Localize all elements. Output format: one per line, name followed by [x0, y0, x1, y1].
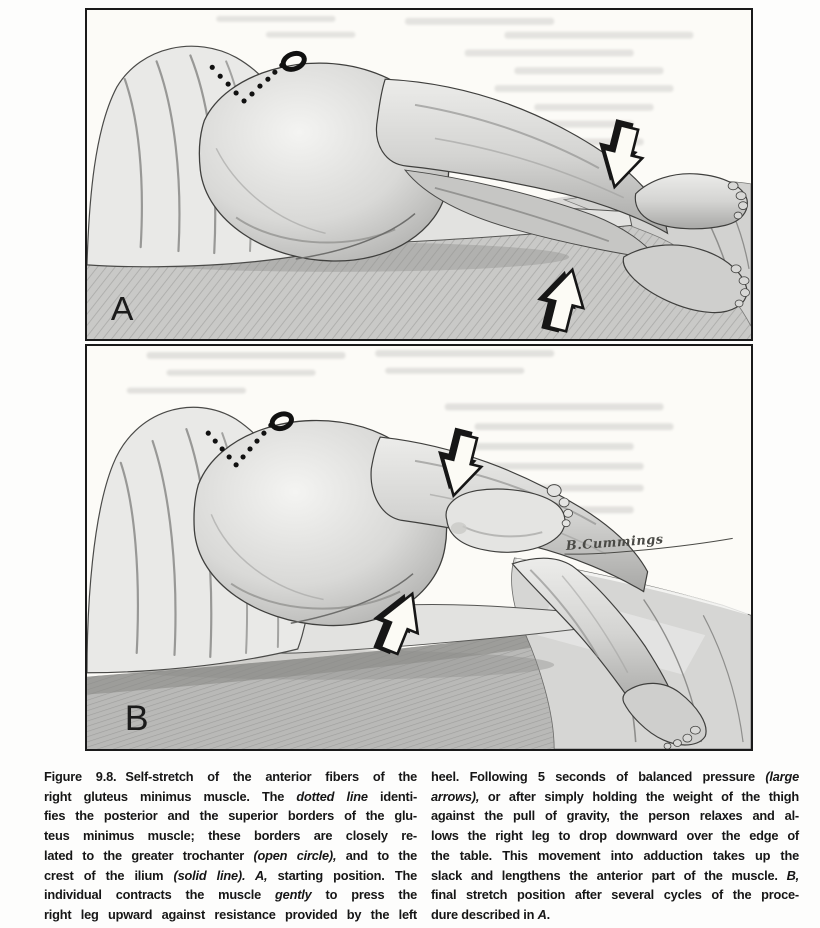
caption-text-segment: and to the: [336, 847, 418, 863]
caption-line: [431, 885, 799, 905]
figure-caption: [44, 767, 799, 925]
caption-text-segment: B,: [786, 867, 799, 883]
caption-line: [44, 846, 417, 866]
caption-text-segment: Self-stretch of the anterior fibers of the: [125, 769, 418, 784]
caption-line: [431, 826, 799, 846]
caption-line: [431, 905, 799, 925]
caption-text-segment: (solid line). A,: [173, 867, 268, 883]
caption-text-segment: .: [546, 906, 551, 922]
caption-line: [44, 866, 417, 886]
caption-text-segment: against the pull of gravity, the person relaxes and al-: [431, 808, 799, 824]
caption-text-segment: final stretch position after several cycles of the proce-: [431, 887, 799, 903]
caption-column-right: [431, 767, 799, 925]
caption-text-segment: A: [537, 906, 547, 922]
caption-line: [44, 787, 417, 807]
caption-text-segment: to press the: [311, 887, 417, 903]
caption-text-segment: (open circle),: [253, 847, 337, 863]
caption-text-segment: arrows),: [431, 788, 480, 804]
figure-panel-b: [85, 344, 753, 751]
left-foot-a: [635, 174, 747, 229]
caption-text-segment: teus minimus muscle; these borders are closely re-: [44, 828, 417, 844]
panel-a-label: A: [110, 291, 134, 329]
caption-text-segment: dotted line: [296, 788, 368, 804]
caption-text-segment: lows the right leg to drop downward over the edge of: [431, 828, 799, 844]
caption-line: [431, 866, 799, 886]
illustration-b-final-stretch-position: [87, 346, 751, 749]
caption-text-segment: dure described in: [431, 906, 538, 922]
caption-text-segment: gently: [275, 887, 312, 903]
caption-column-left: [44, 767, 417, 925]
caption-text-segment: identi-: [367, 788, 418, 804]
figure-panel-a: [85, 8, 753, 341]
panel-b-label: B: [124, 698, 149, 739]
illustration-a-starting-position: [87, 10, 751, 339]
caption-line: [44, 885, 417, 905]
caption-text-segment: right gluteus minimus muscle. The: [44, 788, 297, 804]
caption-line: [431, 806, 799, 826]
caption-line: [431, 846, 799, 866]
caption-text-segment: fies the posterior and the superior borders of the glu-: [44, 808, 417, 824]
caption-line: [44, 806, 417, 826]
caption-line: [44, 826, 417, 846]
caption-line: [431, 767, 799, 787]
caption-text-segment: crest of the ilium: [44, 867, 174, 883]
caption-line: [44, 905, 417, 925]
caption-text-segment: heel. Following 5 seconds of balanced pressure: [431, 769, 766, 784]
caption-line: [44, 767, 417, 787]
caption-text-segment: Figure 9.8.: [44, 769, 117, 784]
caption-text-segment: slack and lengthens the anterior part of the muscle.: [431, 867, 787, 883]
caption-text-segment: starting position. The: [267, 867, 417, 883]
caption-text-segment: right leg upward against resistance provided by the left: [44, 906, 417, 922]
caption-text-segment: or after simply holding the weight of the thigh: [479, 788, 799, 804]
caption-line: [431, 787, 799, 807]
caption-text-segment: the table. This movement into adduction takes up the: [431, 847, 799, 863]
svg-text:B.Cummings: B.Cummings: [565, 532, 665, 554]
caption-text-segment: (large: [765, 769, 799, 784]
caption-text-segment: lated to the greater trochanter: [44, 847, 254, 863]
caption-text-segment: individual contracts the muscle: [44, 887, 276, 903]
